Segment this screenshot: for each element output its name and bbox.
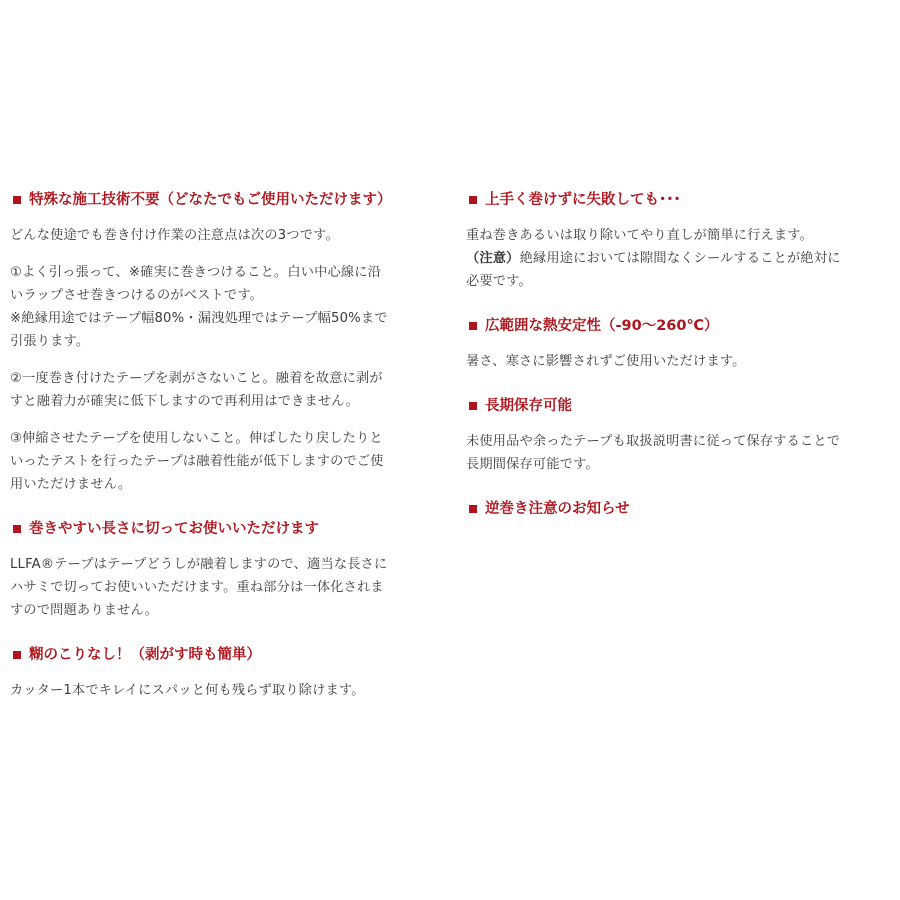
thermal-stability-paragraph	[466, 350, 891, 373]
square-bullet-icon	[469, 322, 477, 330]
square-bullet-icon	[469, 505, 477, 513]
text-line: カッター1本でキレイにスパッと何も残らず取り除けます。	[10, 683, 365, 698]
text-line: いったテストを行ったテープは融着性能が低下しますのでご使	[10, 454, 384, 469]
text-line: 未使用品や余ったテープも取扱説明書に従って保存することで	[466, 434, 841, 449]
text-line	[466, 247, 891, 270]
cut-to-length-paragraph	[10, 553, 435, 622]
no-residue-paragraph	[10, 679, 435, 702]
text-line: ①よく引っ張って、※確実に巻きつけること。白い中心線に沿	[10, 265, 382, 280]
note-label: （注意）	[466, 251, 520, 266]
square-bullet-icon	[469, 196, 477, 204]
text-line: 用いただけません。	[10, 477, 132, 492]
text-line: ※絶縁用途ではテープ幅80%・漏洩処理ではテープ幅50%まで	[10, 311, 388, 326]
heading-long-term-storage	[466, 396, 891, 416]
text-line: 重ね巻きあるいは取り除いてやり直しが簡単に行えます。	[466, 228, 814, 243]
right-column	[466, 190, 891, 519]
text-line: ③伸縮させたテープを使用しないこと。伸ばしたり戻したりと	[10, 431, 383, 446]
left-column	[10, 190, 435, 702]
heading-no-special-skill	[10, 190, 435, 210]
heading-text: 広範囲な熱安定性（-90〜260℃）	[485, 318, 719, 334]
heading-text: 特殊な施工技術不要（どなたでもご使用いただけます）	[29, 192, 392, 208]
text-line: すので問題ありません。	[10, 603, 159, 618]
note-text: 絶縁用途においては隙間なくシールすることが絶対に	[519, 251, 841, 266]
text-line: LLFA®テープはテープどうしが融着しますので、適当な長さに	[10, 557, 388, 572]
heading-text: 長期保存可能	[485, 398, 572, 414]
text-line: ②一度巻き付けたテープを剥がさないこと。融着を故意に剥が	[10, 371, 383, 386]
text-line: 暑さ、寒さに影響されずご使用いただけます。	[466, 354, 746, 369]
text-line: どんな使途でも巻き付け作業の注意点は次の3つです。	[10, 228, 339, 243]
text-line: ハサミで切ってお使いいただけます。重ね部分は一体化されま	[10, 580, 384, 595]
heading-cut-to-length	[10, 519, 435, 539]
heading-text: 逆巻き注意のお知らせ	[485, 501, 630, 517]
caution-3-paragraph	[10, 427, 435, 496]
text-line: 長期間保存可能です。	[466, 457, 599, 472]
heading-text: 上手く巻けずに失敗しても･･･	[485, 192, 681, 208]
long-term-storage-paragraph	[466, 430, 891, 476]
caution-2-paragraph	[10, 367, 435, 413]
text-line: いラップさせ巻きつけるのがベストです。	[10, 288, 264, 303]
square-bullet-icon	[13, 651, 21, 659]
square-bullet-icon	[13, 525, 21, 533]
heading-text: 巻きやすい長さに切ってお使いいただけます	[29, 521, 319, 537]
heading-no-residue	[10, 645, 435, 665]
text-line: 必要です。	[466, 274, 532, 289]
text-line: すと融着力が確実に低下しますので再利用はできません。	[10, 394, 359, 409]
square-bullet-icon	[13, 196, 21, 204]
text-line: 引張ります。	[10, 334, 90, 349]
easy-redo-paragraph	[466, 224, 891, 293]
heading-thermal-stability	[466, 316, 891, 336]
square-bullet-icon	[469, 402, 477, 410]
intro-paragraph	[10, 224, 435, 247]
heading-text: 糊のこりなし！（剥がす時も簡単）	[29, 647, 261, 663]
heading-easy-redo	[466, 190, 891, 210]
caution-1-paragraph	[10, 261, 435, 353]
heading-reverse-wind-notice	[466, 499, 891, 519]
